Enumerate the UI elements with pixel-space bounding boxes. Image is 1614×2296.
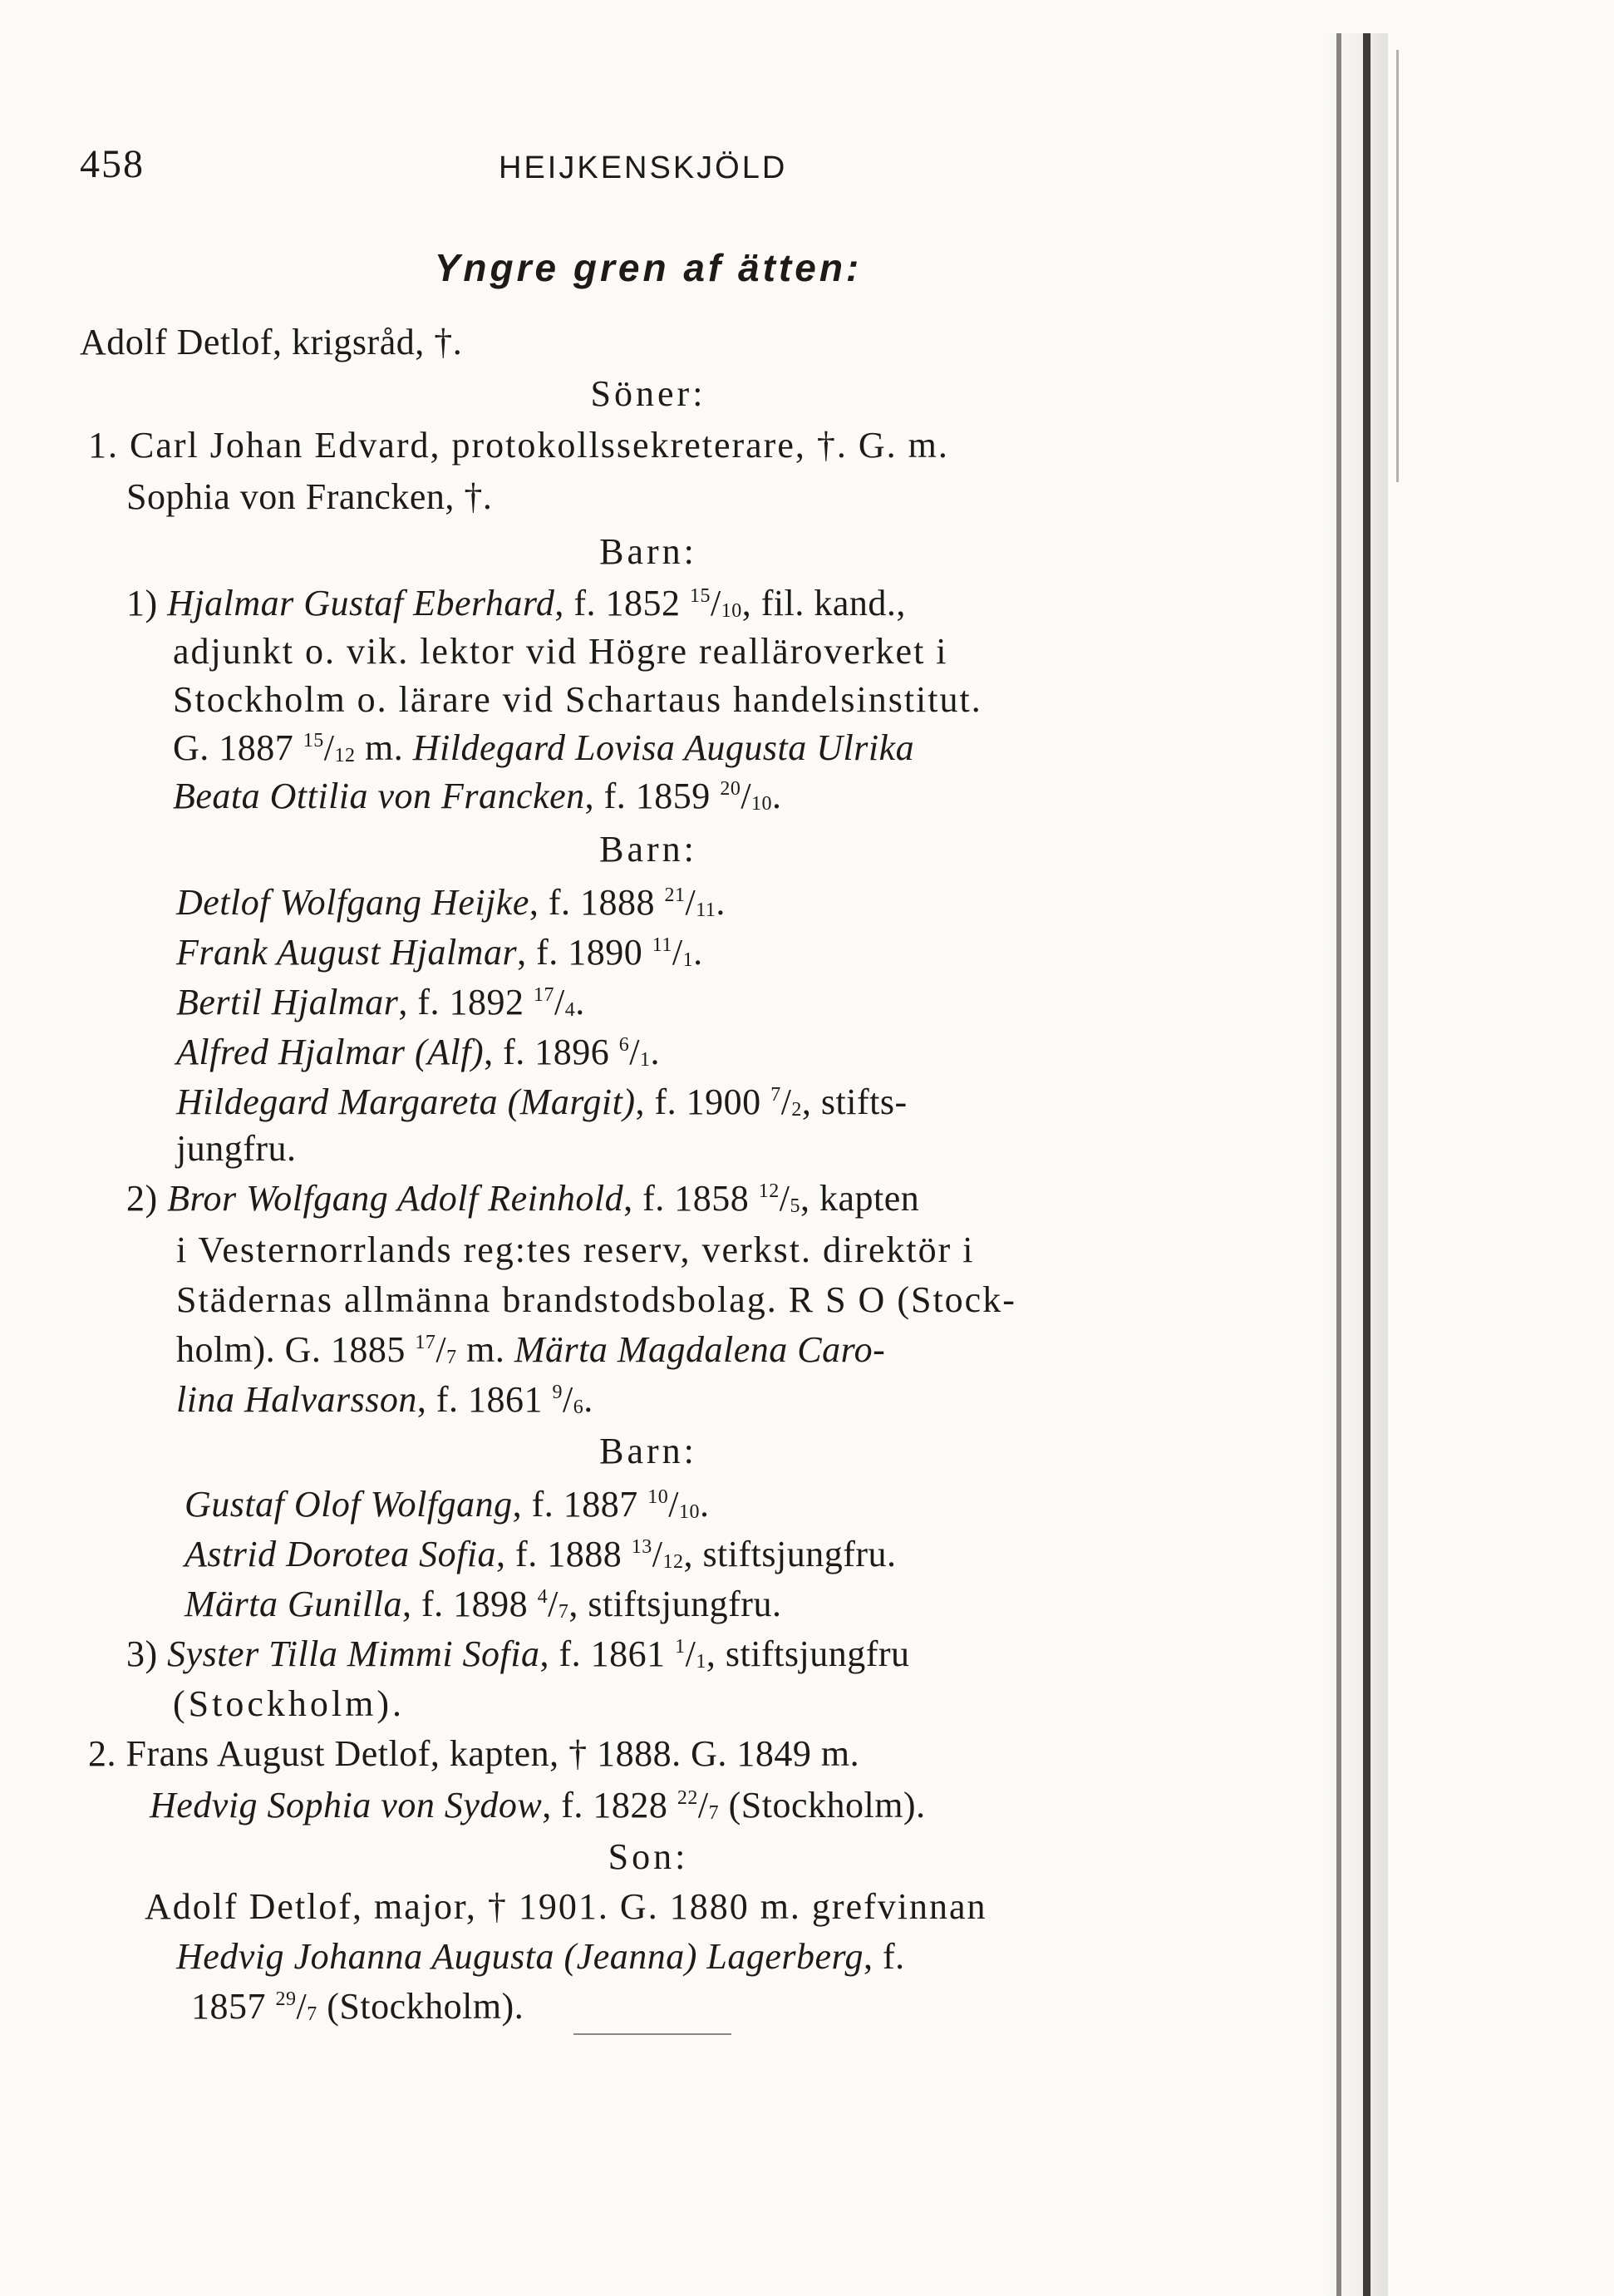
text-line: 2. Frans August Detlof, kapten, † 1888. G. 1849 m.: [88, 1733, 860, 1774]
end-rule: [573, 2033, 731, 2035]
page-edge-line: [1336, 33, 1341, 2296]
child-entry: Detlof Wolfgang Heijke, f. 1888 $^{21}/_{11}$.: [176, 882, 726, 923]
child-entry: Bertil Hjalmar, f. 1892 $^{17}/_4$.: [176, 982, 585, 1022]
child-entry: Gustaf Olof Wolfgang, f. 1887 $^{10}/_{10}$.: [185, 1484, 710, 1525]
text-line: Adolf Detlof, krigsråd, †.: [80, 322, 463, 362]
text-line: 1) Hjalmar Gustaf Eberhard, f. 1852 $^{15}/_{10}$, fil. kand.,: [126, 583, 906, 623]
subheading-barn: Barn:: [599, 531, 697, 572]
child-entry: Märta Gunilla, f. 1898 $^4/_7$, stiftsjungfru.: [185, 1584, 782, 1624]
text-line: (Stockholm).: [173, 1683, 405, 1724]
child-entry: Alfred Hjalmar (Alf), f. 1896 $^6/_1$.: [176, 1032, 660, 1072]
subheading-soner: Söner:: [590, 373, 706, 414]
child-entry: Astrid Dorotea Sofia, f. 1888 $^{13}/_{12}$, stiftsjungfru.: [185, 1534, 897, 1574]
text-line: Städernas allmänna brandstodsbolag. R S O (Stock-: [176, 1279, 1016, 1320]
text-line: Stockholm o. lärare vid Schartaus handelsinstitut.: [173, 679, 982, 720]
subheading-barn: Barn:: [599, 1431, 697, 1471]
text-line: Hedvig Sophia von Sydow, f. 1828 $^{22}/_7$ (Stockholm).: [150, 1785, 926, 1825]
text-line: holm). G. 1885 $^{17}/_7$ m. Märta Magdalena Caro-: [176, 1329, 886, 1370]
text-line: lina Halvarsson, f. 1861 $^9/_6$.: [176, 1379, 593, 1420]
child-entry: Frank August Hjalmar, f. 1890 $^{11}/_1$.: [176, 932, 703, 973]
child-entry: Hildegard Margareta (Margit), f. 1900 $^7/_2$, stifts-: [176, 1081, 908, 1122]
page-number: 458: [80, 142, 145, 186]
text-line: Beata Ottilia von Francken, f. 1859 $^{20}/_{10}$.: [173, 776, 782, 816]
text-line: G. 1887 $^{15}/_{12}$ m. Hildegard Lovisa Augusta Ulrika: [173, 727, 915, 768]
text-line: Sophia von Francken, †.: [126, 476, 493, 517]
text-line: 2) Bror Wolfgang Adolf Reinhold, f. 1858 $^{12}/_5$, kapten: [126, 1178, 920, 1219]
section-title: Yngre gren af ätten:: [434, 246, 863, 289]
subheading-son: Son:: [608, 1836, 689, 1877]
subheading-barn: Barn:: [599, 829, 697, 870]
text-line: adjunkt o. vik. lektor vid Högre realläroverket i: [173, 631, 948, 672]
page-edge-line: [1363, 33, 1370, 2296]
text-line: jungfru.: [176, 1128, 297, 1169]
text-line: 1. Carl Johan Edvard, protokollssekreterare, †. G. m.: [88, 425, 949, 466]
running-title: HEIJKENSKJÖLD: [499, 150, 788, 185]
text-line: i Vesternorrlands reg:tes reserv, verkst. direktör i: [176, 1229, 975, 1270]
page-gutter-shadow: [1321, 33, 1388, 2296]
text-line: Adolf Detlof, major, † 1901. G. 1880 m. grefvinnan: [145, 1886, 987, 1927]
text-line: 3) Syster Tilla Mimmi Sofia, f. 1861 $^1/_1$, stiftsjungfru: [126, 1633, 910, 1674]
page-edge-line: [1396, 50, 1399, 482]
text-line: Hedvig Johanna Augusta (Jeanna) Lagerberg, f.: [176, 1936, 905, 1977]
text-line: 1857 $^{29}/_7$ (Stockholm).: [191, 1986, 524, 2027]
